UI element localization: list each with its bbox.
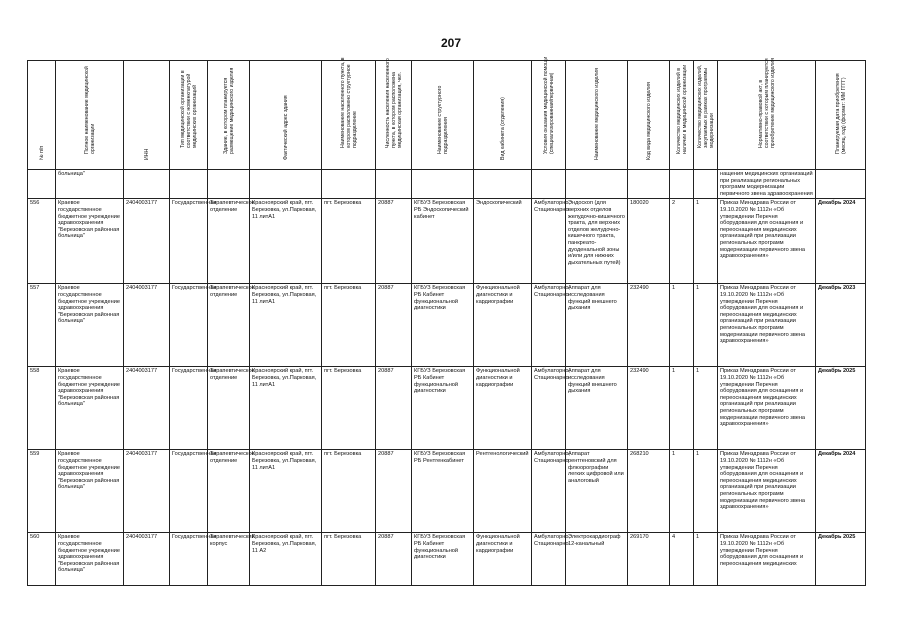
table-row [28, 533, 866, 586]
header-cell-qty-buy: Количество медицинских изделий, закупаемых в рамках программы модернизации [694, 61, 718, 170]
header-cell-address: Фактический адрес здания [250, 61, 322, 170]
cell-address: Красноярский край, пгт. Березовка, ул.Парковая, 11 литА1 [250, 367, 322, 450]
cell-unit: КГБУЗ Березовская РБ Эндоскопический кабинет [412, 199, 474, 284]
cell-settlement: пгт. Березовка [322, 533, 376, 586]
header-row [28, 61, 866, 170]
cell-date [816, 170, 866, 199]
continuation-row [28, 170, 866, 199]
cell-type: Государственная [170, 450, 208, 533]
cell-inn: 2404003177 [124, 450, 170, 533]
cell-cabinet: Функциональной диагностики и кардиографии [474, 284, 532, 367]
cell-inn: 2404003177 [124, 284, 170, 367]
cell-inn: 2404003177 [124, 199, 170, 284]
cell-num: 556 [28, 199, 56, 284]
cell-building: Терапевтический корпус [208, 533, 250, 586]
cell-conditions: Амбулаторно, Стационарно [532, 199, 566, 284]
header-cell-inn: ИНН [124, 61, 170, 170]
equipment-register-table [27, 56, 866, 586]
table-row [28, 450, 866, 533]
header-cell-org: Полное наименование медицинской организации [56, 61, 124, 170]
cell-cabinet: Функциональной диагностики и кардиографии [474, 533, 532, 586]
cell-settlement: пгт. Березовка [322, 367, 376, 450]
cell-address: Красноярский край, пгт. Березовка, ул.Парковая, 11 А2 [250, 533, 322, 586]
cell-cabinet [474, 170, 532, 199]
header-cell-unit: Наименование структурного подразделения [412, 61, 474, 170]
cell-address: Красноярский край, пгт. Березовка, ул.Парковая, 11 литА1 [250, 284, 322, 367]
cell-building: Терапевтическое отделение [208, 284, 250, 367]
cell-act: нащения медицинских организаций при реализации региональных программ модернизации первичного звена здравоохранения [718, 170, 816, 199]
cell-cabinet: Рентгенологический [474, 450, 532, 533]
cell-org: больница" [56, 170, 124, 199]
cell-date: Декабрь 2024 [816, 199, 866, 284]
cell-org: Краевое государственное бюджетное учреждение здравоохранения "Березовская районная больница" [56, 367, 124, 450]
cell-qty-buy [694, 170, 718, 199]
cell-cabinet: Функциональной диагностики и кардиографии [474, 367, 532, 450]
cell-conditions: Амбулаторно, Стационарно [532, 450, 566, 533]
cell-conditions: Амбулаторно, Стационарно [532, 367, 566, 450]
cell-settlement: пгт. Березовка [322, 284, 376, 367]
cell-qty-have: 1 [670, 367, 694, 450]
cell-population: 20887 [376, 533, 412, 586]
cell-code: 269170 [628, 533, 670, 586]
table-row [28, 284, 866, 367]
cell-unit: КГБУЗ Березовская РБ Рентгенкабинет [412, 450, 474, 533]
cell-conditions [532, 170, 566, 199]
cell-num: 557 [28, 284, 56, 367]
cell-device: Эндоскоп (для верхних отделов желудочно-кишечного тракта, для верхних отделов желудочно-кишечного тракта, панкреато-дуоденальной зоны и/или для нижних дыхательных путей) [566, 199, 628, 284]
cell-device: Аппарат для исследования функций внешнего дыхания [566, 367, 628, 450]
cell-type: Государственная [170, 284, 208, 367]
header-cell-device: Наименование медицинского изделия [566, 61, 628, 170]
cell-type [170, 170, 208, 199]
cell-act: Приказ Минздрава России от 19.10.2020 № 1112н «Об утверждении Перечня оборудования для оснащения и переоснащения медицинских организаций при реализации региональных программ модернизации первичного звена здравоохранения» [718, 367, 816, 450]
header-cell-num: № п/п [28, 61, 56, 170]
cell-num: 560 [28, 533, 56, 586]
cell-type: Государственная [170, 367, 208, 450]
cell-org: Краевое государственное бюджетное учреждение здравоохранения "Березовская районная больница" [56, 199, 124, 284]
cell-settlement [322, 170, 376, 199]
cell-qty-buy: 1 [694, 533, 718, 586]
cell-qty-buy: 1 [694, 367, 718, 450]
header-cell-conditions: Условия оказания медицинской помощи (специализированная/первичная) [532, 61, 566, 170]
cell-conditions: Амбулаторно, Стационарно [532, 533, 566, 586]
cell-device: Электрокардиограф 12-канальный [566, 533, 628, 586]
cell-population [376, 170, 412, 199]
cell-qty-buy: 1 [694, 199, 718, 284]
cell-building: Терапевтическое отделение [208, 199, 250, 284]
cell-inn: 2404003177 [124, 533, 170, 586]
cell-settlement: пгт. Березовка [322, 199, 376, 284]
cell-unit [412, 170, 474, 199]
cell-address [250, 170, 322, 199]
cell-qty-have [670, 170, 694, 199]
cell-address: Красноярский край, пгт. Березовка, ул.Парковая, 11 литА1 [250, 450, 322, 533]
header-cell-population: Численность населения населенного пункта, в котором расположена медицинская организация, чел. [376, 61, 412, 170]
cell-population: 20887 [376, 450, 412, 533]
cell-date: Декабрь 2024 [816, 450, 866, 533]
cell-device [566, 170, 628, 199]
cell-date: Декабрь 2023 [816, 284, 866, 367]
cell-qty-have: 1 [670, 450, 694, 533]
header-cell-date: Планируемая дата приобретения (месяц, год) (формат: ММ ГГГГ) [816, 61, 866, 170]
cell-population: 20887 [376, 284, 412, 367]
cell-type: Государственная [170, 199, 208, 284]
cell-qty-have: 1 [670, 284, 694, 367]
cell-act: Приказ Минздрава России от 19.10.2020 № 1112н «Об утверждении Перечня оборудования для оснащения и переоснащения медицинских [718, 533, 816, 586]
cell-building: Терапевтическое отделение [208, 367, 250, 450]
cell-unit: КГБУЗ Березовская РБ Кабинет функциональной диагностики [412, 284, 474, 367]
cell-num [28, 170, 56, 199]
cell-unit: КГБУЗ Березовская РБ Кабинет функциональной диагностики [412, 533, 474, 586]
cell-device: Аппарат для исследования функций внешнего дыхания [566, 284, 628, 367]
cell-act: Приказ Минздрава России от 19.10.2020 № 1112н «Об утверждении Перечня оборудования для оснащения и переоснащения медицинских организаций при реализации региональных программ модернизации первичного звена здравоохранения» [718, 284, 816, 367]
header-cell-code: Код вида медицинского изделия [628, 61, 670, 170]
cell-code: 232490 [628, 367, 670, 450]
cell-building [208, 170, 250, 199]
header-cell-type: Тип медицинской организации в соответствии с номенклатурой медицинских организаций [170, 61, 208, 170]
cell-code: 268210 [628, 450, 670, 533]
header-cell-cabinet: Вид кабинета (отделения) [474, 61, 532, 170]
cell-settlement: пгт. Березовка [322, 450, 376, 533]
cell-org: Краевое государственное бюджетное учреждение здравоохранения "Березовская районная больница" [56, 533, 124, 586]
cell-cabinet: Эндоскопический [474, 199, 532, 284]
cell-org: Краевое государственное бюджетное учреждение здравоохранения "Березовская районная больница" [56, 284, 124, 367]
cell-act: Приказ Минздрава России от 19.10.2020 № 1112н «Об утверждении Перечня оборудования для оснащения и переоснащения медицинских организаций при реализации региональных программ модернизации первичного звена здравоохранения» [718, 450, 816, 533]
cell-inn [124, 170, 170, 199]
cell-qty-have: 4 [670, 533, 694, 586]
cell-code: 180020 [628, 199, 670, 284]
cell-unit: КГБУЗ Березовская РБ Кабинет функциональной диагностики [412, 367, 474, 450]
cell-code [628, 170, 670, 199]
cell-building: Терапевтическое отделение [208, 450, 250, 533]
table-row [28, 199, 866, 284]
cell-org: Краевое государственное бюджетное учреждение здравоохранения "Березовская районная больница" [56, 450, 124, 533]
cell-conditions: Амбулаторно, Стационарно [532, 284, 566, 367]
cell-date: Декабрь 2025 [816, 533, 866, 586]
cell-qty-buy: 1 [694, 450, 718, 533]
cell-address: Красноярский край, пгт. Березовка, ул.Парковая, 11 литА1 [250, 199, 322, 284]
cell-num: 558 [28, 367, 56, 450]
table-row [28, 367, 866, 450]
cell-device: Аппарат рентгеновский для флюорографии легких цифровой или аналоговый [566, 450, 628, 533]
cell-act: Приказ Минздрава России от 19.10.2020 № 1112н «Об утверждении Перечня оборудования для оснащения и переоснащения медицинских организаций при реализации региональных программ модернизации первичного звена здравоохранения» [718, 199, 816, 284]
cell-num: 559 [28, 450, 56, 533]
cell-qty-buy: 1 [694, 284, 718, 367]
page-number: 207 [440, 36, 462, 50]
header-cell-building: Здание, в котором планируется размещение медицинского изделия [208, 61, 250, 170]
header-cell-settlement: Наименование населенного пункта, в котором расположено структурное подразделение [322, 61, 376, 170]
cell-code: 232490 [628, 284, 670, 367]
cell-inn: 2404003177 [124, 367, 170, 450]
cell-type: Государственная [170, 533, 208, 586]
cell-qty-have: 2 [670, 199, 694, 284]
cell-population: 20887 [376, 367, 412, 450]
cell-population: 20887 [376, 199, 412, 284]
header-cell-qty-have: Количество медицинских изделий в наличии в медицинской организации [670, 61, 694, 170]
header-cell-act: Нормативно-правовой акт, в соответствии с которым планируется приобретение медицинского изделия [718, 61, 816, 170]
cell-date: Декабрь 2025 [816, 367, 866, 450]
